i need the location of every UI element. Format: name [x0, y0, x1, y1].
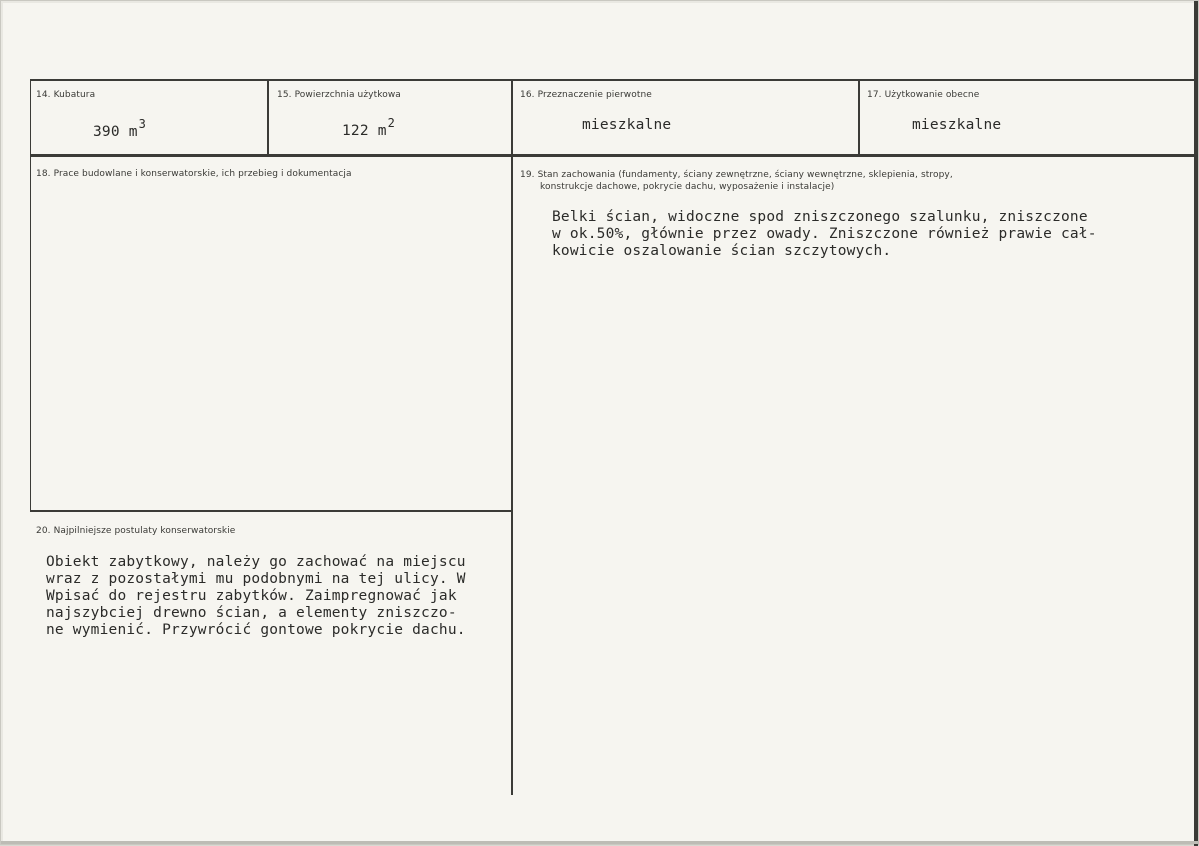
field-15-label: 15. Powierzchnia użytkowa — [277, 90, 401, 100]
top-rule — [30, 79, 1196, 81]
left-frame — [30, 79, 31, 511]
field-16-value: mieszkalne — [582, 117, 672, 133]
field-19-label-line-1: 19. Stan zachowania (fundamenty, ściany zewnętrzne, ściany wewnętrzne, sklepienia, stropy, — [520, 170, 953, 180]
rule-18-20 — [30, 510, 511, 512]
field-19-text — [552, 209, 1097, 260]
field-19-line: Belki ścian, widoczne spod zniszczonego szalunku, zniszczone — [552, 209, 1088, 225]
field-20-line: ne wymienić. Przywrócić gontowe pokrycie dachu. — [46, 622, 466, 638]
field-14-unit: 3 — [138, 117, 147, 131]
card-edge-right — [1194, 1, 1198, 846]
field-19-line: w ok.50%, głównie przez owady. Zniszczone również prawie cał- — [552, 226, 1097, 242]
field-20-line: wraz z pozostałymi mu podobnymi na tej ulicy. W — [46, 571, 466, 587]
field-14-label: 14. Kubatura — [36, 90, 96, 100]
field-16-label: 16. Przeznaczenie pierwotne — [520, 90, 652, 100]
field-15-number: 122 m — [342, 122, 387, 139]
divider-16-17 — [858, 79, 860, 155]
field-20-line: najszybciej drewno ścian, a elementy zniszczo- — [46, 605, 457, 621]
field-14-number: 390 m — [93, 123, 138, 140]
field-17-value: mieszkalne — [912, 117, 1002, 133]
divider-15-16 — [511, 79, 513, 795]
field-18-label: 18. Prace budowlane i konserwatorskie, ich przebieg i dokumentacja — [36, 169, 352, 179]
field-15-value — [342, 117, 395, 140]
row-rule — [30, 154, 1196, 157]
field-20-line: Wpisać do rejestru zabytków. Zaimpregnować jak — [46, 588, 457, 604]
card-edge-bottom — [1, 841, 1199, 844]
field-20-label: 20. Najpilniejsze postulaty konserwatorskie — [36, 526, 236, 536]
field-15-unit: 2 — [387, 116, 396, 130]
field-19-label-line-2: konstrukcje dachowe, pokrycie dachu, wyposażenie i instalacje) — [540, 182, 835, 192]
field-14-value — [93, 118, 146, 141]
field-17-label: 17. Użytkowanie obecne — [867, 90, 980, 100]
field-20-text — [46, 554, 466, 639]
field-20-line: Obiekt zabytkowy, należy go zachować na miejscu — [46, 554, 466, 570]
field-19-line: kowicie oszalowanie ścian szczytowych. — [552, 243, 892, 259]
divider-14-15 — [267, 79, 269, 155]
